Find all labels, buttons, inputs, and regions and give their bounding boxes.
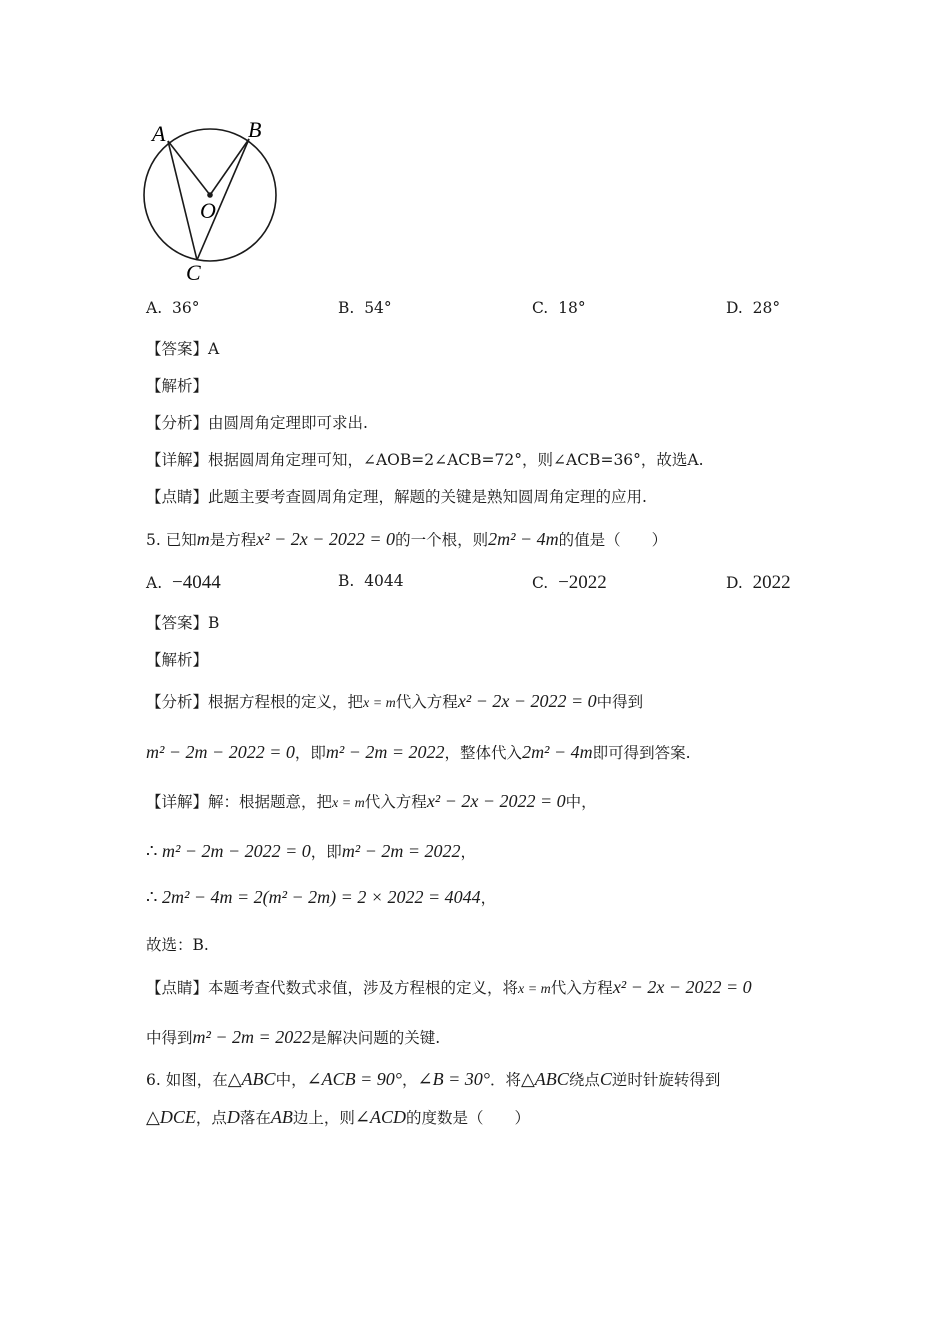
q5-option-b: B. 4044 bbox=[338, 572, 404, 590]
q4-answer: 【答案】A bbox=[146, 340, 220, 358]
q5-option-c: C. −2022 bbox=[532, 572, 607, 593]
q4-option-b: B. 54° bbox=[338, 299, 392, 317]
q5-analysis-heading: 【解析】 bbox=[146, 651, 209, 669]
q5-step-1: ∴ m² − 2m − 2022 = 0，即m² − 2m = 2022， bbox=[146, 841, 477, 861]
q4-xiangjie: 【详解】根据圆周角定理可知，∠AOB=2∠ACB=72°，则∠ACB=36°，故选A. bbox=[146, 451, 704, 469]
q5-dianjing-cont: 中得到m² − 2m = 2022是解决问题的关键. bbox=[146, 1027, 441, 1047]
center-point-O bbox=[207, 192, 213, 198]
q4-fenxi: 【分析】由圆周角定理即可求出. bbox=[146, 414, 368, 432]
q5-dianjing: 【点睛】本题考查代数式求值，涉及方程根的定义，将x = m代入方程x² − 2x − 2022 = 0 bbox=[146, 977, 752, 997]
q5-fenxi: 【分析】根据方程根的定义，把x = m代入方程x² − 2x − 2022 = 0中得到 bbox=[146, 691, 644, 711]
q5-answer: 【答案】B bbox=[146, 614, 220, 632]
label-O: O bbox=[200, 198, 216, 223]
q6-stem-line-2: △DCE，点D落在AB边上，则∠ACD的度数是（ ） bbox=[146, 1107, 530, 1127]
q5-fenxi-cont: m² − 2m − 2022 = 0，即m² − 2m = 2022，整体代入2m² − 4m即可得到答案. bbox=[146, 742, 691, 762]
q4-option-c: C. 18° bbox=[532, 299, 586, 317]
q5-option-a: A. −4044 bbox=[146, 572, 221, 593]
segment-BO bbox=[210, 139, 249, 195]
q4-analysis-heading: 【解析】 bbox=[146, 377, 209, 395]
circle-figure bbox=[138, 114, 288, 289]
q5-xiangjie: 【详解】解：根据题意，把x = m代入方程x² − 2x − 2022 = 0中， bbox=[146, 791, 597, 811]
q5-step-2: ∴ 2m² − 4m = 2(m² − 2m) = 2 × 2022 = 4044， bbox=[146, 887, 497, 907]
q4-option-a: A. 36° bbox=[146, 299, 200, 317]
q6-stem-line-1: 6. 如图，在△ABC中，∠ACB = 90°，∠B = 30°．将△ABC绕点C逆时针旋转得到 bbox=[146, 1069, 721, 1089]
q5-option-d: D. 2022 bbox=[726, 572, 791, 593]
q5-guxuan: 故选：B. bbox=[146, 936, 209, 954]
q4-dianjing: 【点睛】此题主要考查圆周角定理，解题的关键是熟知圆周角定理的应用. bbox=[146, 488, 647, 506]
q4-option-d: D. 28° bbox=[726, 299, 781, 317]
q5-stem: 5. 已知m是方程x² − 2x − 2022 = 0的一个根，则2m² − 4m的值是（ ） bbox=[146, 529, 668, 549]
label-A: A bbox=[152, 121, 166, 146]
label-C: C bbox=[186, 260, 201, 285]
label-B: B bbox=[248, 117, 262, 142]
